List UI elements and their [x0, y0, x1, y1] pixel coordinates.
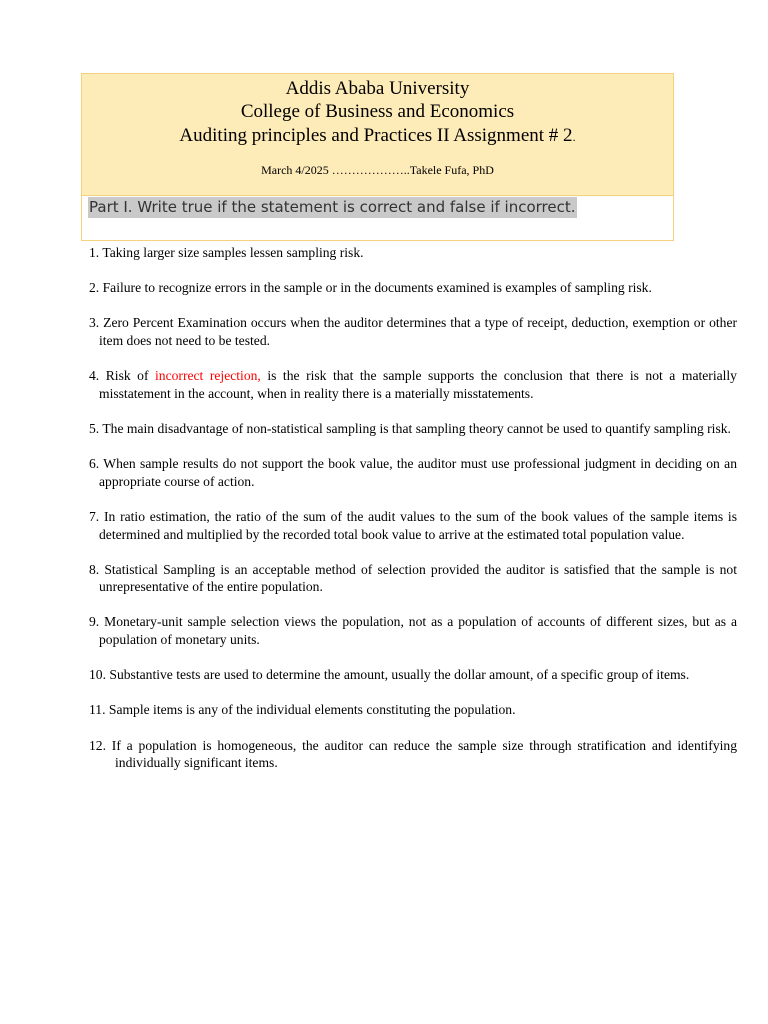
college-name: College of Business and Economics: [240, 101, 515, 122]
question-list: [89, 244, 737, 789]
question-item: 3. Zero Percent Examination occurs when the auditor determines that a type of receipt, deduction, exemption or other item does not need to be tested.: [89, 315, 737, 348]
course-assignment-period: .: [572, 130, 576, 144]
question-item: 12. If a population is homogeneous, the auditor can reduce the sample size through stratification and identifying individually significant items.: [89, 737, 737, 771]
question-item: 6. When sample results do not support the book value, the auditor must use professional judgment in deciding on an appropriate course of action.: [89, 456, 737, 489]
question-item: 7. In ratio estimation, the ratio of the sum of the audit values to the sum of the book values of the sample items is determined and multiplied by the recorded total book value to arrive at the estimated total population value.: [89, 508, 737, 542]
assignment-header-box: [81, 73, 674, 241]
university-name: Addis Ababa University: [285, 78, 470, 99]
question-item: 8. Statistical Sampling is an acceptable method of selection provided the auditor is satisfied that the sample is not unrepresentative of the entire population.: [89, 561, 737, 595]
header-shaded-area: [82, 74, 673, 196]
question-item: 10. Substantive tests are used to determine the amount, usually the dollar amount, of a specific group of items.: [89, 667, 690, 683]
question-text-end: is the risk that the sample supports the conclusion that there is not a materially misstatement in the account, when in reality there is a materially misstatements.: [99, 368, 737, 401]
question-text-start: 4. Risk of: [89, 368, 156, 384]
question-item: 5. The main disadvantage of non-statistical sampling is that sampling theory cannot be used to quantify sampling risk.: [89, 420, 731, 436]
question-item: 11. Sample items is any of the individual elements constituting the population.: [89, 702, 516, 718]
question-item: 9. Monetary-unit sample selection views the population, not as a population of accounts of different sizes, but as a population of monetary units.: [89, 614, 737, 648]
highlighted-term: incorrect rejection,: [155, 368, 261, 384]
question-item: 2. Failure to recognize errors in the sample or in the documents examined is examples of sampling risk.: [89, 280, 652, 296]
course-assignment-text: Auditing principles and Practices II Assignment # 2: [179, 125, 573, 146]
part-one-heading: Part I. Write true if the statement is correct and false if incorrect.: [89, 198, 576, 216]
course-assignment-title: [82, 125, 673, 148]
question-item: [89, 367, 737, 402]
date-and-instructor: March 4/2025 ………………..Takele Fufa, PhD: [261, 163, 494, 177]
question-item: 1. Taking larger size samples lessen sampling risk.: [89, 245, 364, 260]
